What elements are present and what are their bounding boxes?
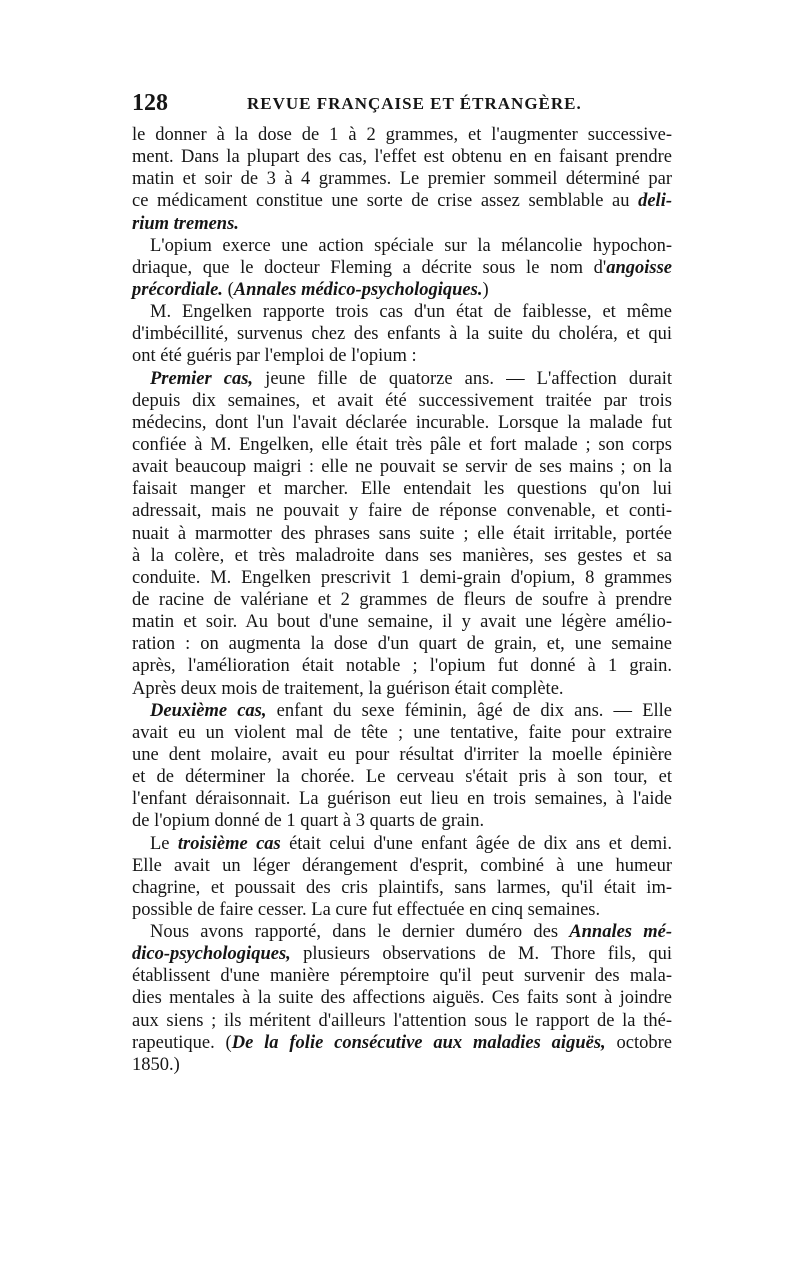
text-span: était celui d'une enfant âgée de dix ans et demi. [280,833,672,854]
text-span: matin et soir. Au bout d'une semaine, il y avait une légère amélio- [132,612,672,633]
text-line [132,213,672,235]
text-span: enfant du sexe féminin, âgé de dix ans. — Elle [266,700,672,721]
text-line [132,301,672,323]
text-line [132,456,672,478]
text-line [132,943,672,965]
text-line [132,124,672,146]
text-line [132,235,672,257]
italic-span: Annales médico-psychologiques. [233,279,483,300]
text-line [132,545,672,567]
text-span: de racine de valériane et 2 grammes de fleurs de soufre à prendre [132,589,672,610]
text-span: M. Engelken rapporte trois cas d'un état de faiblesse, et même [150,302,672,323]
text-line [132,146,672,168]
text-line [132,987,672,1009]
text-span: Nous avons rapporté, dans le dernier duméro des [150,922,570,943]
text-line [132,1032,672,1054]
text-line [132,744,672,766]
text-span: médecins, dont l'un l'avait déclarée incurable. Lorsque la malade fut [132,412,672,433]
text-span: et de déterminer la chorée. Le cerveau s'était pris à son tour, et [132,767,672,788]
text-span: ment. Dans la plupart des cas, l'effet est obtenu en en faisant prendre [132,147,672,168]
italic-span: angoisse [606,257,672,278]
text-span: à la colère, et très maladroite dans ses manières, ses gestes et sa [132,545,672,566]
text-span: driaque, que le docteur Fleming a décrite sous le nom d' [132,257,607,278]
italic-span: De la folie consécutive aux maladies aiguës, [231,1032,606,1053]
text-line [132,722,672,744]
text-line [132,434,672,456]
text-span: confiée à M. Engelken, elle était très pâle et fort malade ; son corps [132,434,672,455]
text-span: Elle avait un léger dérangement d'esprit, combiné à une humeur [132,855,672,876]
text-line [132,1010,672,1032]
italic-span: Annales mé- [569,922,673,943]
text-line [132,611,672,633]
page-header [132,90,672,120]
text-line [132,633,672,655]
text-line [132,921,672,943]
text-span: rapeutique. ( [132,1032,232,1053]
running-title: REVUE FRANÇAISE ET ÉTRANGÈRE. [247,94,582,113]
text-span: nuait à marmotter des phrases sans suite ; elle était irritable, portée [132,523,672,544]
text-span: l'enfant déraisonnait. La guérison eut lieu en trois semaines, à l'aide [132,789,672,810]
text-line [132,500,672,522]
text-line [132,589,672,611]
italic-span: Deuxième cas, [150,700,267,721]
text-line [132,567,672,589]
text-line [132,523,672,545]
italic-span: rium tremens. [132,213,239,234]
text-span: avait eu un violent mal de tête ; une tentative, faite pour extraire [132,722,672,743]
text-line [132,412,672,434]
text-span: adressait, mais ne pouvait y faire de réponse convenable, et conti- [132,501,672,522]
text-span: dies mentales à la suite des affections aiguës. Ces faits sont à joindre [132,988,672,1009]
text-line [132,899,672,921]
text-line [132,478,672,500]
text-line [132,1054,672,1076]
page-number: 128 [132,90,168,116]
text-line [132,788,672,810]
text-line [132,877,672,899]
text-span: après, l'amélioration était notable ; l'opium fut donné à 1 grain. [132,656,672,677]
text-line [132,766,672,788]
italic-span: Premier cas, [150,368,254,389]
text-span: aux siens ; ils méritent d'ailleurs l'attention sous le rapport de la thé- [132,1010,672,1031]
text-span: faisait manger et marcher. Elle entendait les questions qu'on lui [132,479,672,500]
text-span: depuis dix semaines, et avait été successivement traitée par trois [132,390,672,411]
text-line [132,323,672,345]
italic-span: deli- [638,191,672,212]
italic-span: troisième cas [177,833,281,854]
text-span: jeune fille de quatorze ans. — L'affection durait [253,368,672,389]
text-line [132,678,672,700]
text-line [132,257,672,279]
text-line [132,700,672,722]
text-line [132,390,672,412]
text-line [132,833,672,855]
text-span: conduite. M. Engelken prescrivit 1 demi-grain d'opium, 8 grammes [132,567,672,588]
text-line [132,655,672,677]
text-span: L'opium exerce une action spéciale sur la mélancolie hypochon- [150,235,672,256]
text-span: plusieurs observations de M. Thore fils, qui [290,944,672,965]
text-span: possible de faire cesser. La cure fut effectuée en cinq semaines. [132,899,601,920]
text-span: Le [150,833,178,854]
italic-span: dico-psychologiques, [132,944,291,965]
text-line [132,368,672,390]
text-span: une dent molaire, avait eu pour résultat d'irriter la moelle épinière [132,744,672,765]
text-line [132,345,672,367]
text-line [132,855,672,877]
text-span: 1850.) [132,1054,180,1075]
text-line [132,965,672,987]
text-span: ration : on augmenta la dose d'un quart de grain, et, une semaine [132,634,672,655]
text-span: ) [482,279,489,300]
text-span: octobre [605,1032,672,1053]
text-line [132,279,672,301]
text-span: ont été guéris par l'emploi de l'opium : [132,346,417,367]
text-span: Après deux mois de traitement, la guérison était complète. [132,678,564,699]
text-span: ce médicament constitue une sorte de crise assez semblable au [132,191,639,212]
text-span: établissent d'une manière péremptoire qu'il peut survenir des mala- [132,966,672,987]
text-span: chagrine, et poussait des cris plaintifs, sans larmes, qu'il était im- [132,877,672,898]
text-span: avait beaucoup maigri : elle ne pouvait se servir de ses mains ; on la [132,457,672,478]
text-span: ( [222,279,234,300]
text-span: d'imbécillité, survenus chez des enfants à la suite du choléra, et qui [132,324,672,345]
italic-span: précordiale. [132,279,223,300]
text-line [132,168,672,190]
text-span: matin et soir de 3 à 4 grammes. Le premier sommeil déterminé par [132,169,672,190]
text-line [132,190,672,212]
text-span: le donner à la dose de 1 à 2 grammes, et l'augmenter successive- [132,125,672,145]
body-text [132,124,672,1076]
text-span: de l'opium donné de 1 quart à 3 quarts de grain. [132,811,485,832]
text-line [132,810,672,832]
